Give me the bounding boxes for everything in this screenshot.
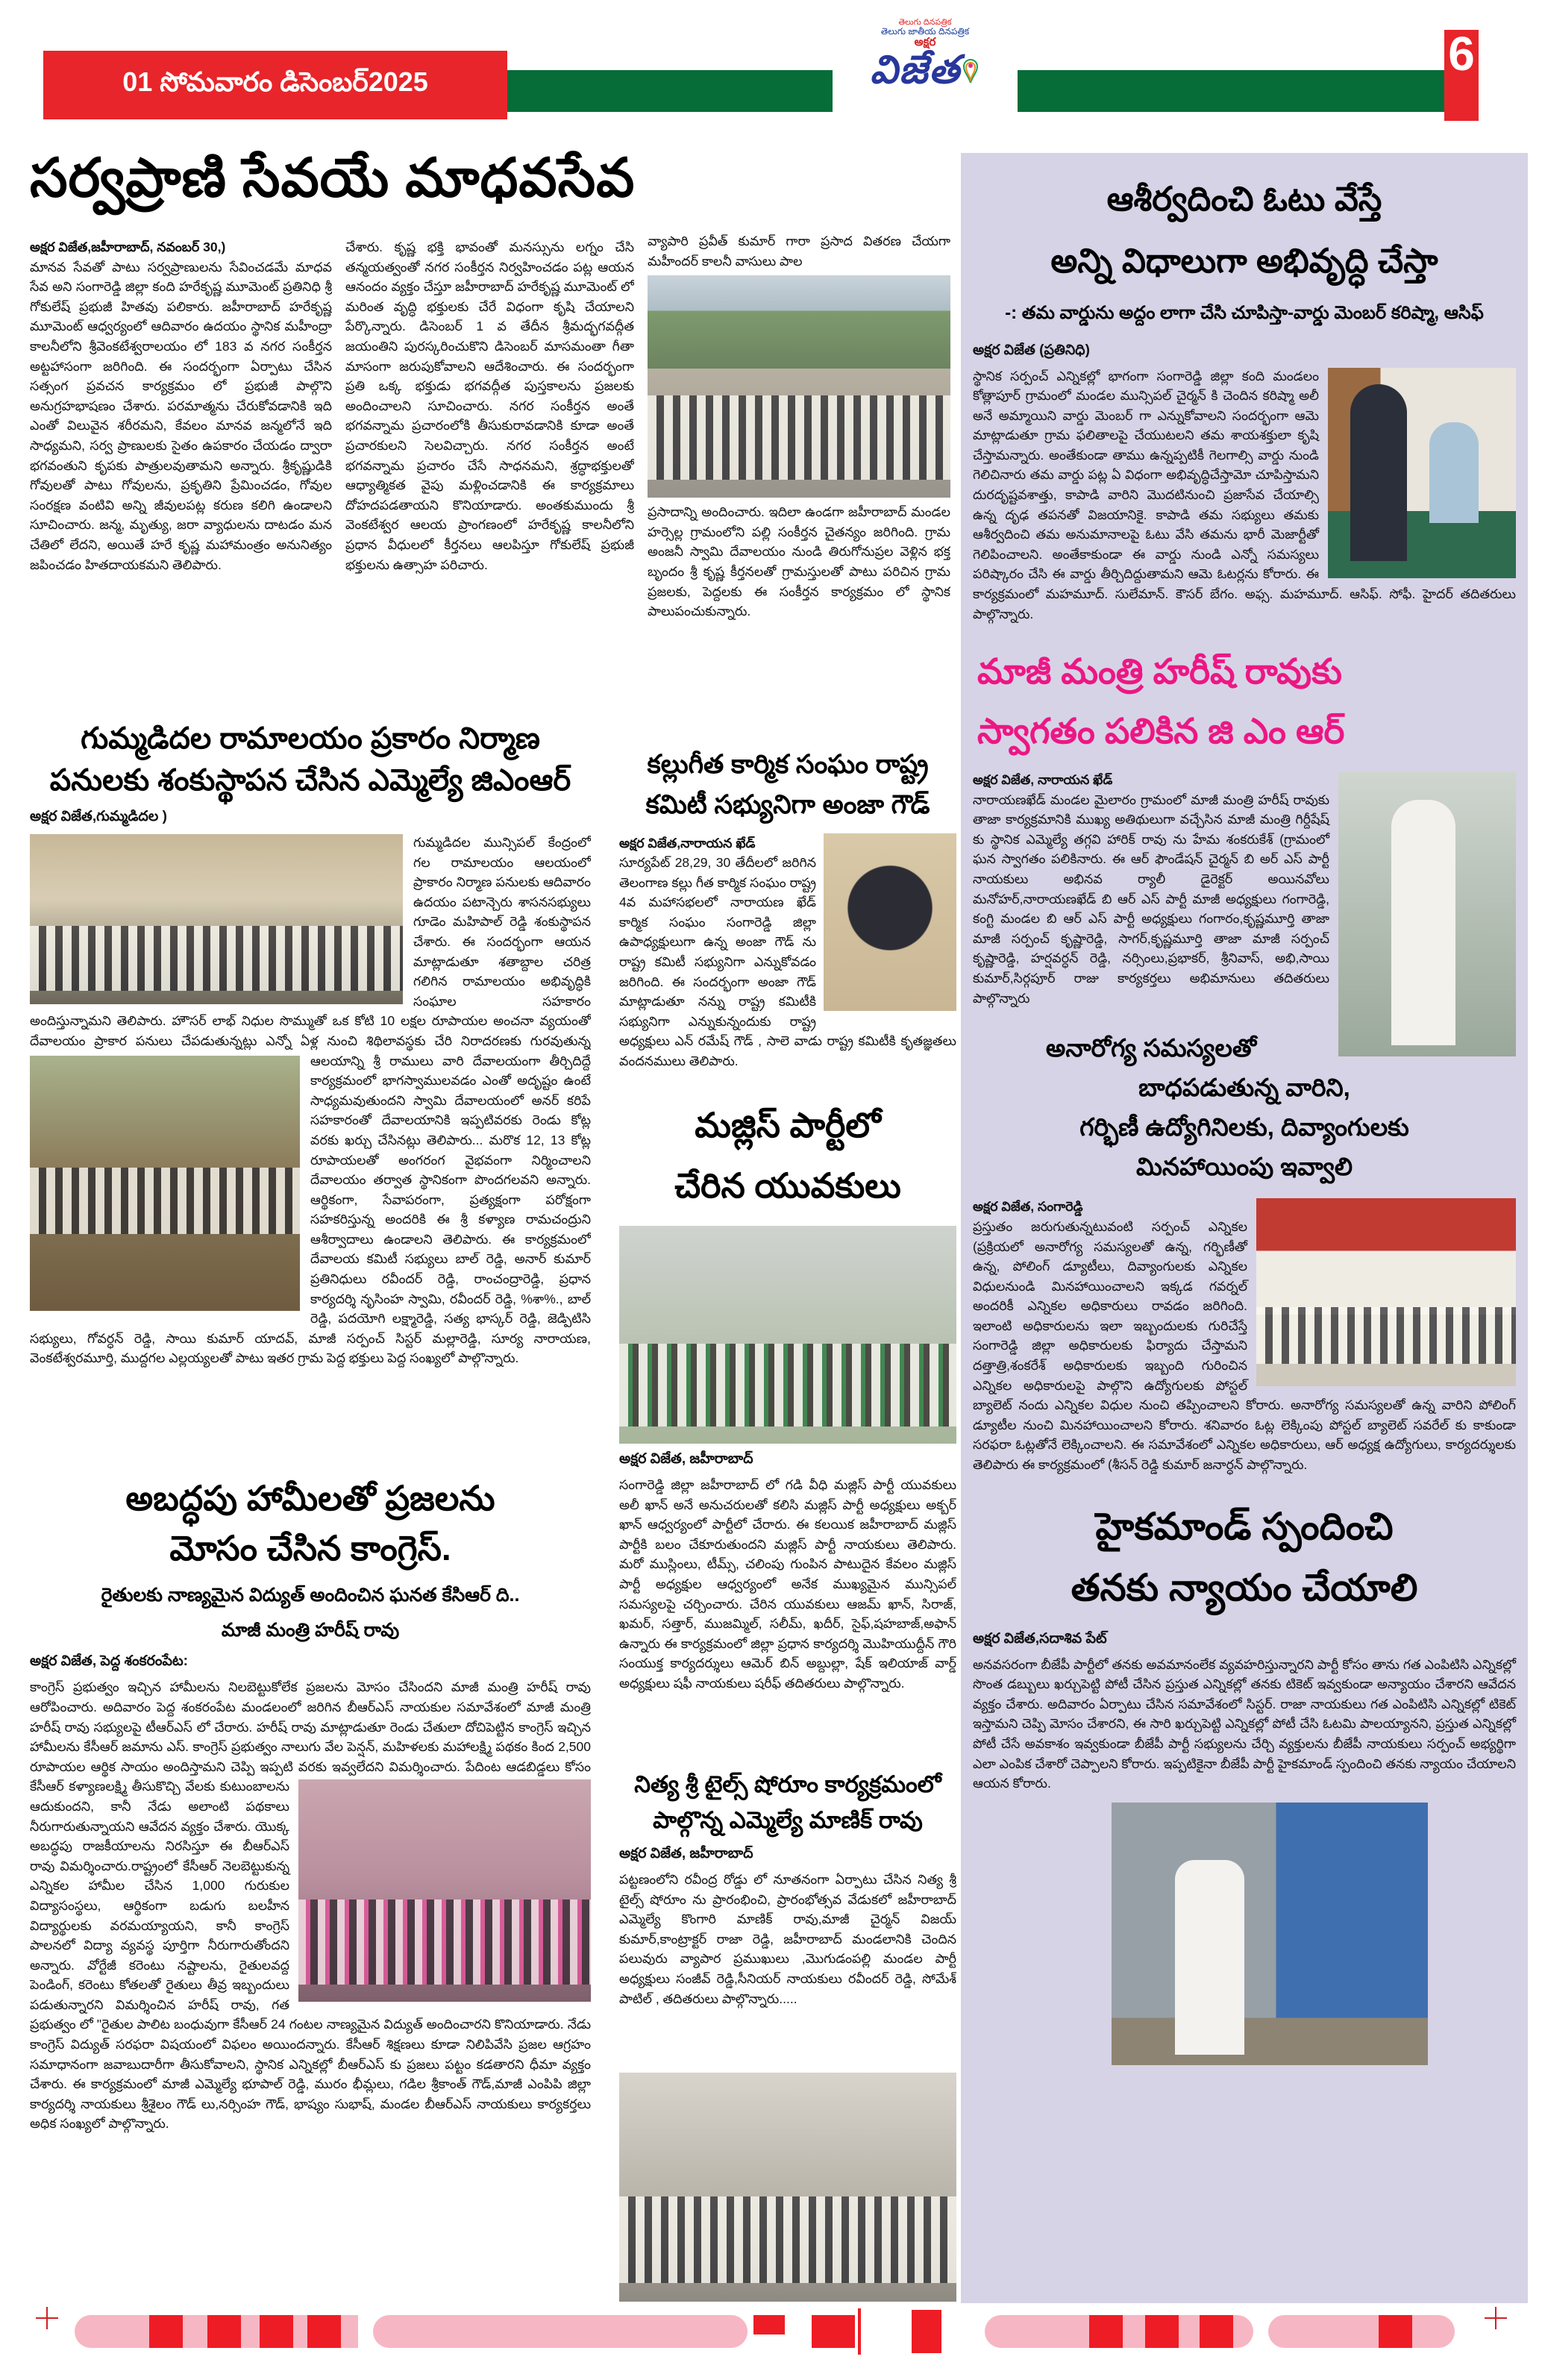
article-b-headline: గుమ్మడిదల రామాలయం ప్రకారం నిర్మాణ పనులకు శంకుస్థాపన చేసిన ఎమ్మెల్యే జిఎంఆర్: [49, 722, 571, 797]
photo-temple-foundation-group: [30, 834, 403, 1004]
crowd-silhouettes: [619, 2196, 956, 2284]
masthead-akshara: అక్షర: [914, 36, 936, 49]
right-column: [961, 153, 1528, 2303]
peacock-icon: [961, 48, 980, 92]
article-highcommand-justice: [961, 1475, 1528, 2065]
article-d-body: సంగారెడ్డి జిల్లా జహీరాబాద్ లో గడి వీధి మజ్లిస్ పార్టీ యువకులు అలీ ఖాన్ అనే అనుచరులతో కలిసి మజ్లిస్ పార్టీ అధ్యక్షులు అక్బర్ ఖాన్ ఆధ్వర్యంలో పార్టీలో చేరారు. ఈ కలయిక జహీరాబాద్ మజ్లిస్ పార్టీకి బలం చేకూరుతుందని మజ్లిస్ పార్టీ నాయకులు తెలిపారు. మరో ముస్లింలు, టీమ్స్, చలింపు గుంపిన పాటుదైన కేవలం మజ్లిస్ పార్టీ అధ్యక్షుల ఆధ్వర్యంలో అనేక ముఖ్యమైన మున్సిపల్ సమస్యలపై చర్చించారు. చేరిన యువకులు ఆజమ్ ఖాన్, సిరాజ్, ఖమర్, సత్తార్, ముజమ్మిల్, సలీమ్, ఖదీర్, సైఫ్,షహబాజ్,అఫాన్ ఉన్నారు ఈ కార్యక్రమంలో జిల్లా ప్రధాన కార్యదర్శి మొహియుద్దీన్ గౌరి సంయుక్త కార్యదర్శులు ఆమెర్ బిన్ అబ్దుల్లా, షేక్ ఇలియాజ్ వార్డ్ అధ్యక్షులు షఫీ నాయకులు షరీఫ్ తదితరులు పాల్గొన్నారు.: [619, 1477, 956, 1691]
registration-mark-right: [1485, 2307, 1507, 2329]
footer-strip-segment: [373, 2315, 748, 2348]
article-r4-byline: అక్షర విజేత,సదాశివ పేట్: [973, 1630, 1107, 1647]
crowd-silhouettes: [30, 926, 403, 991]
date-box: [43, 51, 507, 119]
article-r3-body: అక్షర విజేత, సంగారెడ్డి ప్రస్తుతం జరుగుతున్నటువంటి సర్పంచ్ ఎన్నికల (ప్రక్రియలో అనారోగ్య సమస్యలతో ఉన్న, గర్భిణీతో ఉన్న, పోలింగ్ డ్యూటీలు, దివ్యాంగులకు ఎన్నికల విధులనుండి మినహాయించాలని ఇక్కడ గవర్నల్ అందరికీ ఎన్నికల అధికారులు రావడం జరిగింది. ఇలాంటి అధికారులను ఇలా ఇబ్బందులకు గురిచేస్తే సంగారెడ్డి జిల్లా అధికారులకు ఫిర్యాదు చేస్తామని దత్తాత్రి,శంకరేశ్ అధికారులకు ఇబ్బంది గురించిన ఎన్నికల అధికారులపై పాల్గొని ఉద్యోగులకు పోస్టల్ బ్యాలెట్ నందు ఎన్నికల విధుల నుంచి తప్పించాలని కోరారు. అనారోగ్య సమస్యలతో ఉన్న వారిని పోలింగ్ డ్యూటీల నుంచి మినహాయించాలని కోరారు. శనివారం ఓట్ల లెక్కింపు పోస్టల్ బ్యాలెట్ సవరేల్ కు కాకుండా సరఫరా ఓట్లతోనే లెక్కించాలని. ఈ సమావేశంలో ఎన్నికల అధికారులు, ఆర్ అధ్యక్ష ఉద్యోగులు, కార్యదర్శులకు తెలిపారు ఈ కార్యక్రమంలో (శీసన్ రెడ్డి కుమార్ జనార్ధన్ పాల్గొన్నారు.: [973, 1199, 1516, 1473]
article-c-body: అక్షర విజేత,నారాయన ఖేడ్ సూర్యపేట్ 28,29, 30 తేదీలలో జరిగిన తెలంగాణ కల్లు గీత కార్మిక సంఘం రాష్ట్ర 4వ మహాసభలలో నారాయణ ఖేడ్ కార్మిక సంఘం సంగారెడ్డి జిల్లా ఉపాధ్యక్షులుగా ఉన్న అంజా గౌడ్ ను రాష్ట్ర కమిటీ సభ్యునిగా ఎన్నుకోవడం జరిగింది. ఈ సందర్భంగా అంజా గౌడ్ మాట్లాడుతూ నన్ను రాష్ట్ర కమిటీకి సభ్యునిగా ఎన్నుకున్నందుకు రాష్ట్ర అధ్యక్షులు ఎన్ రమేష్ గౌడ్ , సాలె వాడు రాష్ట్ర కమిటీకి కృతజ్ఞతలు వందనములు తెలిపారు.: [619, 833, 956, 1071]
article-r2-headline: మాజీ మంత్రి హరీష్ రావుకు స్వాగతం పలికిన జి ఎం ఆర్: [977, 651, 1345, 751]
article-r2-body: అక్షర విజేత, నారాయన ఖేడ్ నారాయణఖేడ్ మండల మైలారం గ్రామంలో మాజీ మంత్రి హరీష్ రావుకు తాజా కార్యక్రమానికి ముఖ్య అతిథులుగా వచ్చేసిన మాజీ మంత్రి గిర్దీషేష్ కు స్థానిక ఎమ్మెల్యే తగ్గవి హారిక్ రావు ను హేమ శంకరుకేశ్ (గ్రామంలో ఘన స్వాగతం పలికినారు. ఈ ఆర్ ఫౌండేషన్ చైర్మన్ బి అర్ ఎస్ పార్టీ నాయకులు అభినవ ర్యాలీ డైరెక్టర్ అయినవోలు మనోహర్,నారాయణఖేడ్ బి ఆర్ ఎస్ పార్టీ మాజీ అధ్యక్షులు గంగారెడ్డి, కంగ్టి మండల బి ఆర్ ఎస్ పార్టీ అధ్యక్షులు గంగారం,కృష్ణమూర్తి తాజా మాజీ సర్పంచ్ కృష్ణారెడ్డి, సాగర్,కృష్ణమూర్తి తాజా మాజీ సర్పంచ్ కృష్ణారెడ్డి, హర్షవర్ధన్ రెడ్డి, నర్సింలు,ప్రభాకర్, శ్రీనివాస్, అభి,సాయి కుమార్,సిర్గపూర్ రాజు కార్యకర్తలు అభిమానులు తదితరులు పాల్గొన్నారు: [973, 770, 1516, 1008]
footer-red-block: [1200, 2315, 1233, 2348]
crowd-silhouettes: [1256, 1307, 1516, 1364]
crowd-silhouettes: [298, 1900, 591, 1984]
article-d-byline: అక్షర విజేత, జహీరాబాద్: [619, 1451, 753, 1467]
footer-red-block: [812, 2315, 855, 2348]
footer-red-block: [207, 2315, 241, 2348]
article-tiles-showroom: [619, 1767, 956, 2065]
article-f-byline: అక్షర విజేత, పెద్ద శంకరంపేట:: [30, 1653, 189, 1670]
photo-majlis-joining-group: [619, 1226, 956, 1444]
main-headline: సర్వప్రాణి సేవయే మాధవసేవ: [30, 148, 636, 208]
registration-mark-left: [36, 2307, 58, 2329]
photo-bjp-worker-blue-wall: [1112, 1803, 1428, 2065]
photo-bhoomi-pooja-field: [30, 1056, 300, 1311]
article-d-headline: మజ్లిస్ పార్టీలో చేరిన యువకులు: [674, 1106, 901, 1205]
main-article-col1: అక్షర విజేత,జహీరాబాద్, నవంబర్ 30,) మానవ సేవతో పాటు సర్వప్రాణులను సేవించడమే మాధవ సేవ అని సంగారెడ్డి జిల్లా కంది హరేకృష్ణ మూమెంట్ ప్రతినిధి శ్రీ గోకులేష్ ప్రభుజీ హితవు పలికారు. జహీరాబాద్ హరేకృష్ణ మూమెంట్ ఆధ్వర్యంలో ఆదివారం ఉదయం స్థానిక మహీంద్రా కాలనీలోని శ్రీవెంకటేశ్వరాలయం లో 183 వ నగర సంకీర్తన అట్టహాసంగా జరిగింది. ఈ సందర్భంగా ఏర్పాటు చేసిన సత్సంగ ప్రవచన కార్యక్రమం లో ప్రభుజీ పాల్గొని అనుగ్రహభాషణం చేశారు. పరమాత్మను చేరుకోవడానికి ఇది ఎంతో విలువైన శరీరమని, కేవలం మానవ జన్మలోనే ఇది సాధ్యమని, సర్వ ప్రాణులకు సైతం ఉపకారం చేయడం ద్వారా భగవంతుని కృపకు పాత్రులవుతామని అన్నారు. శ్రీకృష్ణుడికి గోవులతో పాటు గోవులను, ప్రకృతిని ప్రేమించడం, గోవుల సంరక్షణ వంటివి అన్ని జీవులపట్ల కరుణ కలిగి ఉండాలని సూచించారు. జన్మ, మృత్యు, జరా వ్యాధులను దాటడం మన చేతిలో లేదని, అయితే హరే కృష్ణ మహామంత్రం అనునిత్యం జపించడం హితదాయకమని తెలిపారు.: [30, 239, 332, 572]
article-congress-criticism: [30, 1474, 591, 2302]
article-r1-body: స్థానిక సర్పంచ్ ఎన్నికల్లో భాగంగా సంగారెడ్డి జిల్లా కంది మండలం కోత్లాపూర్ గ్రామంలో మండల మున్సిపల్ చైర్మన్ కి చెందిన కరిష్మా అలీ అనే అమ్మాయిని వార్డు మెంబర్ గా ఎన్నుకోవాలని సందర్భంగా ఆమె మాట్లాడుతూ గ్రామ ఫలితాలపై చేయుటలని తమ శాయశక్తులా కృషి చేస్తామన్నారు. అంతేకుండా తాము ఉన్నప్పటికీ గెలగాల్సి వార్డు నుండి గెలిచినారు తమ వార్డు పట్ల ఏ విధంగా అభివృద్ధిచేస్తామో చూపిస్తామని దురదృష్టవశాత్తు, కాపాడి వారిని మొదటినుంచి ప్రజాసేవ చేయాల్సి ఉన్న దృఢ తపనతో విజయానికై. కాపాడి తమ సభ్యులు తమకు ఆశీర్వదించి తమ అనుమానాలపై ఓటు వేసి తమను భారీ మెజార్టీతో గెలిపించాలని. అంతేకాకుండా ఈ వార్డు నుండి ఎన్నో సమస్యలు పరిష్కారం చేసి ఈ వార్డు తీర్చిదిద్దుతామని ఆమె ఓటర్లను కోరారు. ఈ కార్యక్రమంలో మహమూద్. సులేమాన్. కౌసర్ బేగం. అఫ్స. మహమూద్. ఆసిఫ్. సోఫీ. హైదర్ తదితరులు పాల్గొన్నారు.: [973, 368, 1516, 621]
article-f-body: కాంగ్రెస్ ప్రభుత్వం ఇచ్చిన హామీలను నిలబెట్టుకోలేక ప్రజలను మోసం చేసిందని మాజీ మంత్రి హరీష్ రావు ఆరోపించారు. అదివారం పెద్ద శంకరంపేట మండలంలో జరిగిన బీఆర్ఎస్ నాయకుల సమావేశంలో మాజీ మంత్రి హరీష్ రావు సభ్యులపై టీఆర్ఎస్ లో చేరారు. హరీష్ రావు మాట్లాడుతూ రెండు చేతులా దోచిపెట్టిన కాంగ్రెస్ ఇచ్చిన హామీలను కేసీఆర్ జమాను ఎస్. కాంగ్రెస్ ప్రభుత్వం నాలుగు వేల పెన్షన్, మహిళలకు మహాలక్ష్మి పథకం కింద 2,500 రూపాయల ఆర్థిక సాయం అందిస్తామని చెప్పి ఇప్పటి వరకు ఇవ్వలేదని విమర్శించారు. పేదింట ఆడబిడ్డలు కోసం కేసీఆర్ కళ్యాణలక్ష్మి తీసుకొచ్చి వేలకు కుటుంబాలను ఆదుకుందని, కానీ నేడు అలాంటి పథకాలు నీరుగారుతున్నాయని ఆవేదన వ్యక్తం చేశారు. యొక్క అబద్ధపు రాజకీయాలను నిరసిస్తూ ఈ బీఆర్ఎస్ రావు విమర్శించారు.రాష్ట్రంలో కేసీఆర్ నెలబెట్టుకున్న ఎన్నికల హామీల చేసిన 1,000 గురుకుల విద్యాసంస్థలు, ఆర్థికంగా బడుగు బలహీన విద్యార్థులకు వరమయ్యాయని, కానీ కాంగ్రెస్ పాలనలో విద్యా వ్యవస్థ పూర్తిగా నీరుగారుతోందని అన్నారు. వోర్టేజీ కరెంటు నష్టాలను, రైతులవద్ద పెండింగ్, కరెంటు కోతలతో రైతులు తీవ్ర ఇబ్బందులు పడుతున్నారని విమర్శించిన హరీష్ రావు, గత ప్రభుత్వం లో "రైతుల పాలిట బంధువుగా కేసీఆర్ 24 గంటల నాణ్యమైన విద్యుత్ అందించారని కొనియాడారు. నేడు కాంగ్రెస్ విద్యుత్ సరఫరా విషయంలో విఫలం అయిందన్నారు. కేసీఆర్ శిక్షణలు కూడా నిలిపివేసి ప్రజల ఆగ్రహం సమాధానంగా జవాబుదారీగా తీసుకోవాలని, స్థానిక ఎన్నికల్లో బీఆర్ఎస్ కు ప్రజలు పట్టం కడతారని ధీమా వ్యక్తం చేశారు. ఈ కార్యక్రమంలో మాజీ ఎమ్మెల్యే భూపాల్ రెడ్డి, మురం భీమ్లలు, గడిల శ్రీకాంత్ గౌడ్,మాజీ ఎంపిపి జిల్లా కార్యదర్శి నాయకులు శ్రీశైలం గౌడ్ లు,నర్సింహ గౌడ్, భాష్యం సుభాష్, మండల బీఆర్ఎస్ నాయకులు కార్యకర్తలు అధిక సంఖ్యలో పాల్గొన్నారు.: [30, 1679, 591, 2132]
article-f-subhead2: మాజీ మంత్రి హరీష్ రావు: [221, 1620, 400, 1641]
footer-red-block: [307, 2315, 341, 2348]
photo-brs-meeting-garlands: [298, 1779, 591, 2002]
crowd-silhouettes: [619, 1344, 956, 1427]
footer-red-block: [1089, 2315, 1123, 2348]
masthead-slogan: తెలుగు దినపత్రిక: [898, 18, 952, 27]
footer-red-block: [1379, 2315, 1412, 2348]
photo-main-sankirtan-street: [648, 275, 950, 498]
article-c-headline: కల్లుగీత కార్మిక సంఘం రాష్ట్ర కమిటీ సభ్యునిగా అంజా గౌడ్: [645, 750, 930, 820]
article-f-subhead1: రైతులకు నాణ్యమైన విద్యుత్ అందించిన ఘనత కేసిఆర్ ది..: [101, 1585, 520, 1606]
article-harish-rao-welcome: [961, 624, 1528, 1008]
photo-anja-goud-portrait: [824, 833, 956, 1011]
masthead-subtitle: తెలుగు జాతీయ దినపత్రిక: [880, 26, 970, 37]
article-r3-headline: అనారోగ్య సమస్యలతో బాధపడుతున్న వారిని, గర్భిణీ ఉద్యోగినిలకు, దివ్యాంగులకు మినహాయింపు ఇవ్వాలి: [1045, 1034, 1409, 1180]
footer-strip-segment: [1268, 2315, 1455, 2348]
photo-officials-red-banner: [1256, 1198, 1516, 1386]
main-byline: అక్షర విజేత,జహీరాబాద్, నవంబర్ 30,): [30, 239, 226, 254]
article-r1-headline: ఆశీర్వదించి ఓటు వేస్తే అన్ని విధాలుగా అభివృద్ధి చేస్తా: [1050, 180, 1438, 281]
main-article-col3: వ్యాపారి ప్రవీత్ కుమార్ గారా ప్రసాద వితరణ చేయగా మహీందర్ కాలనీ వాసులు పాల ప్రసాదాన్ని అందించారు. ఇదిలా ఉండగా జహీరాబాద్ మండల హర్సెల్ల గ్రామంలోని పల్లి సంకీర్తన చైతన్యం జరిగింది. గ్రామ అంజనీ స్వామి దేవాలయం నుండి తిరుగోనుప్రల వెళ్లిన భక్త బృందం శ్రీ కృష్ణ కీర్తనలతో గ్రామస్తులతో పాటు పరిచిన గ్రామ ప్రజలకు, పెద్దలకు ఈ సంకీర్తన కార్యక్రమం లో స్థానిక పాలుపంచుకున్నారు.: [648, 234, 950, 619]
footer-red-block: [1145, 2315, 1179, 2348]
article-e-byline: అక్షర విజేత, జహీరాబాద్: [619, 1846, 753, 1862]
footer-red-block: [149, 2315, 183, 2348]
photo-ward-member-desk: [1328, 368, 1516, 578]
crowd-silhouettes: [648, 395, 950, 480]
article-gummadidala: [30, 718, 591, 1462]
photo-showroom-opening: [619, 2073, 956, 2302]
article-b-byline: అక్షర విజేత,గుమ్మడిదల ): [30, 809, 167, 824]
page-number-box: [1444, 27, 1479, 121]
masthead-title: విజేత: [833, 49, 1018, 92]
article-r4-body: అనవసరంగా బీజేపీ పార్టీలో తనకు అవమానంలేక వ్యవహరిస్తున్నారని పార్టీ కోసం తాను గత ఎంపిటిసి ఎన్నికల్లో సొంత డబ్బులు ఖర్చుపెట్టి పోటీ చేసిన ప్రస్తుత ఎన్నికల్లో తనకు టికెట్ ఇవ్వకుండా అన్యాయం చేశారని ఆవేదన వ్యక్తం చేశారు. అదివారం ఏర్పాటు చేసిన సమావేశంలో సిస్టర్. రాజా నాయకులు గత ఎంపిటిసి ఎన్నికల్లో టికెట్ ఇస్తామని చెప్పి మోసం చేశారని, ఈ సారి ఖర్చుపెట్టి ఎన్నికల్లో పోటీ చేసి ఓటమి పాలయ్యానని, ప్రస్తుత ఎన్నికల్లో పోటీ చేసే అవకాశం ఇవ్వకుండా బీజేపీ పార్టీ సభ్యులను చేర్చి వ్యక్తులను బీజేపీ నాయకులు సర్పంచ్ అభ్యర్థిగా ఎలా ఎంపిక చేశారో చెప్పాలని కోరారు. ఇప్పటికైనా బీజేపీ పార్టీ హైకమాండ్ స్పందించి తనకు న్యాయం చేయాలని ఆయన కోరారు.: [973, 1656, 1516, 1791]
footer-red-block: [753, 2315, 785, 2334]
footer-red-block: [260, 2315, 293, 2348]
article-r1-subhead: -: తమ వార్డును అద్దం లాగా చేసి చూపిస్తా-వార్డు మెంబర్ కరిష్మా, ఆసిఫ్: [1005, 302, 1484, 323]
article-f-headline: అబద్ధపు హామీలతో ప్రజలను మోసం చేసిన కాంగ్రెస్.: [125, 1479, 495, 1568]
footer-red-block: [912, 2310, 941, 2353]
masthead: [833, 16, 1018, 131]
article-e-body: పట్టణంలోని రవీంద్ర రోడ్డు లో నూతనంగా ఏర్పాటు చేసిన నిత్య శ్రీ టైల్స్ షోరూం ను ప్రారంభించి, ప్రారంభోత్సవ వేడుకలో జహీరాబాద్ ఎమ్మెల్యే కొంగారి మాణిక్ రావు,మాజీ చైర్మన్ విజయ్ కుమార్,కాంట్రాక్టర్ రాజా రెడ్డి, జహీరాబాద్ మండలానికి చెందిన పలువురు వ్యాపార ప్రముఖులు ,మొగుడంపల్లి మండల పార్టీ అధ్యక్షులు సంజీవ్ రెడ్డి,సీనియర్ నాయకులు రవీందర్ రెడ్డి, సోమేశ్ పాటిల్ , తదితరులు పాల్గొన్నారు.....: [619, 1872, 956, 2006]
article-vote-blessing: [961, 153, 1528, 624]
article-kallugeetha: [619, 745, 956, 1088]
article-b-body: గుమ్మడిదల మున్సిపల్ కేంద్రంలో గల రామాలయం ఆలయంలో ప్రాకారం నిర్మాణ పనులకు ఆదివారం ఉదయం పటాన్చెరు శాసనసభ్యులు గూడెం మహిపాల్ రెడ్డి శంకుస్థాపన చేశారు. ఈ సందర్భంగా ఆయన మాట్లాడుతూ శతాబ్దాల చరిత్ర గలిగిన రామాలయం అభివృద్ధికి సంఘాల సహకారం అందిస్తున్నామని తెలిపారు. హౌసర్ లాభ్ నిధుల సొమ్ముతో ఒక కోటి 10 లక్షల రూపాయల అంచనా వ్యయంతో దేవాలయం ప్రాకార పనులు చేపడుతున్నట్లు ఎన్నో ఏళ్ల నుంచి శిథిలావస్థకు చేరి నిరాదరణకు గురవుతున్న ఆలయాన్ని శ్రీ రాములు వారి దేవాలయంగా తీర్చిదిద్దే కార్యక్రమంలో భాగస్వాములవడం ఎంతో అదృష్టం ఉంటే సాధ్యమవుతుందని స్వామి దేవాలయంలో అనర్ కరిపే సహకారంతో దేవాలయానికి ఇప్పటివరకు రెండు కోట్ల వరకు ఖర్చు చేసినట్లు తెలిపారు... మరొక 12, 13 కోట్ల రూపాయలతో అంగరంగ వైభవంగా నిర్మించాలని దేవాలయం తర్వాత స్థానికంగా పొందగలవని అన్నారు. ఆర్థికంగా, సేవాపరంగా, ప్రత్యక్షంగా పరోక్షంగా సహకరిస్తున్న అందరికి ఈ శ్రీ కళ్యాణ రామచంద్రుని ఆశీర్వాదాలు ఉండాలని తెలిపారు. ఈ కార్యక్రమంలో దేవాలయ కమిటీ సభ్యులు బాల్ రెడ్డి, అనార్ కుమార్ ప్రతినిధులు రవీందర్ రెడ్డి, రాంచంద్రారెడ్డి, ప్రధాన కార్యదర్శి నృసింహ స్వామి, రవీందర్ రెడ్డి, %శా%., బాల్ రెడ్డి, పదయోగి లక్ష్మారెడ్డి, సత్య భాస్కర్ రెడ్డి, జెడ్పిటిసి సభ్యులు, గోవర్ధన్ రెడ్డి, సాయి కుమార్ యాదవ్, మాజీ సర్పంచ్ సిస్టర్ మల్లారెడ్డి, సూర్య నారాయణ, వెంకటేశ్వరమూర్తి, ముద్దగల ఎల్లయ్యలతో పాటు ఇతర గ్రామ పెద్ద భక్తులు పెద్ద సంఖ్యలో పాల్గొన్నారు.: [30, 835, 591, 1366]
photo-garlanded-leader: [1338, 771, 1516, 1056]
crowd-silhouettes: [30, 1168, 300, 1234]
article-majlis: [619, 1095, 956, 1759]
footer-red-tick: [858, 2308, 861, 2355]
article-exemption-demand: [961, 1008, 1528, 1475]
page-number: 6: [1448, 27, 1475, 81]
article-r4-headline: హైకమాండ్ స్పందించి తనకు న్యాయం చేయాలి: [1071, 1505, 1418, 1609]
main-article-col2: చేశారు. కృష్ణ భక్తి భావంతో మనస్సును లగ్నం చేసి తన్మయత్వంతో నగర సంకీర్తన నిర్వహించడం పట్ల ఆయన ఆనందం వ్యక్తం చేస్తూ జహీరాబాద్ హరేకృష్ణ మూమెంట్ లో మరింత వృద్ధి భక్తులకు చేరే విధంగా కృషి చేయాలని పేర్కొన్నారు. డిసెంబర్ 1 వ తేదీన శ్రీమద్భగవద్గీత జయంతిని పురస్కరించుకొని డిసెంబర్ మాసమంతా గీతా మాసంగా జరుపుకోవాలని ఆదేశించారు. ఈ సందర్భంగా ప్రతి ఒక్క భక్తుడు భగవద్గీత పుస్తకాలను ప్రజలకు అందించాలని సూచించారు. నగర సంకీర్తన అంతే భగవన్నామ ప్రచారంలోకి తీసుకురావడానికి కూడా అంతే ప్రచారకులని సెలవిచ్చారు. నగర సంకీర్తన అంటే భగవన్నామ ప్రచారం చేసే సాధనమని, శ్రద్ధాభక్తులతో ఆధ్యాత్మికత వైపు మళ్లించడానికి ఈ కార్యక్రమాలు దోహదపడతాయని కొనియాడారు. అంతకుముందు శ్రీ వెంకటేశ్వర ఆలయ ప్రాంగణంలో హరేకృష్ణ కాలనీలోని ప్రధాన వీధులలో కీర్తనలు ఆలపిస్తూ గోకులేష్ ప్రభుజీ భక్తులను ఉత్సాహ పరిచారు.: [345, 239, 634, 572]
article-e-headline: నిత్య శ్రీ టైల్స్ షోరూం కార్యక్రమంలో పాల్గొన్న ఎమ్మెల్యే మాణిక్ రావు: [634, 1771, 941, 1834]
article-r1-byline: అక్షర విజేత (ప్రతినిధి): [973, 342, 1090, 358]
date-text: 01 సోమవారం డిసెంబర్2025: [122, 66, 428, 97]
